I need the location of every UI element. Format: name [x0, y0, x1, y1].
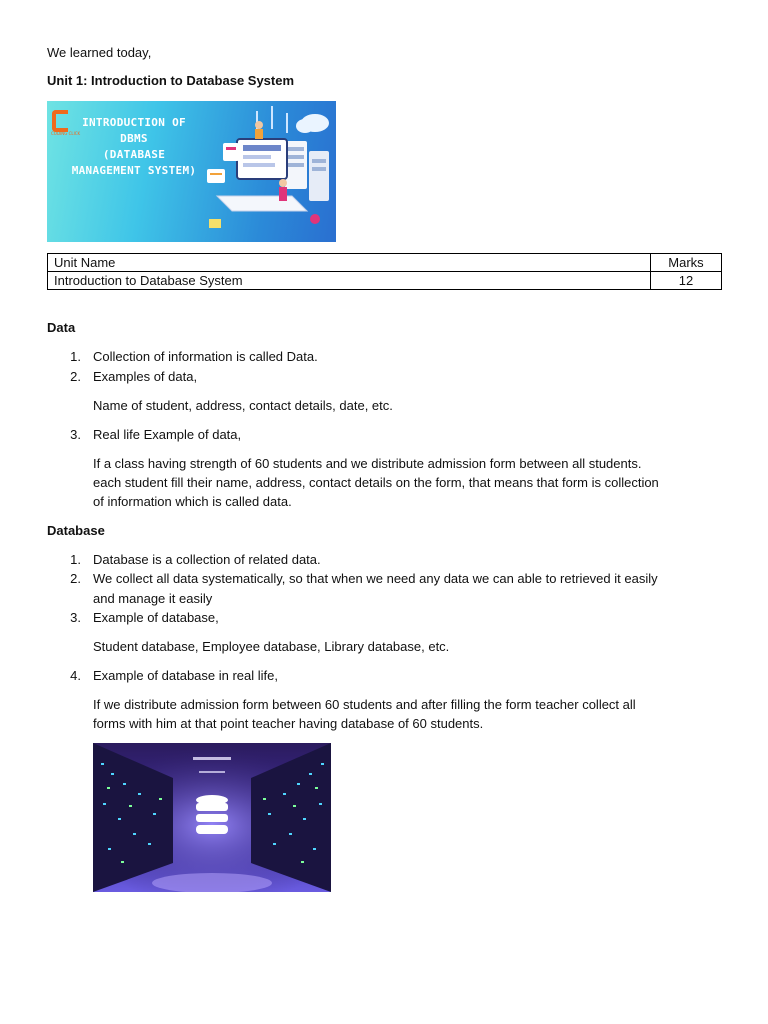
- list-number: 3.: [70, 610, 81, 625]
- database-icon: [196, 795, 228, 834]
- list-item: Example of database in real life,: [93, 668, 278, 683]
- list-number: 1.: [70, 552, 81, 567]
- list-item: Collection of information is called Data.: [93, 349, 318, 364]
- list-number: 4.: [70, 668, 81, 683]
- banner-line-1: INTRODUCTION OF: [82, 116, 186, 129]
- list-number: 1.: [70, 349, 81, 364]
- list-subtext-line: If we distribute admission form between 60 students and after filling the form teacher collect all: [93, 697, 636, 712]
- list-number: 3.: [70, 427, 81, 442]
- list-subtext-line: If a class having strength of 60 students and we distribute admission form between all students.: [93, 456, 642, 471]
- unit-table: [47, 253, 722, 290]
- banner-line-2: DBMS: [120, 132, 148, 145]
- dbms-illustration-icon: [197, 101, 336, 242]
- list-item: Examples of data,: [93, 369, 198, 384]
- list-item: Example of database,: [93, 610, 219, 625]
- list-item: Database is a collection of related data.: [93, 552, 321, 567]
- list-subtext-line: of information which is called data.: [93, 494, 292, 509]
- banner-line-4: MANAGEMENT SYSTEM): [71, 164, 197, 177]
- list-subtext: Student database, Employee database, Library database, etc.: [93, 639, 450, 654]
- list-item-line: We collect all data systematically, so that when we need any data we can able to retrieved it easily: [93, 571, 658, 586]
- list-number: 2.: [70, 369, 81, 384]
- dbms-banner-image: [47, 101, 336, 242]
- list-subtext: Name of student, address, contact details, date, etc.: [93, 398, 393, 413]
- table-cell-unit-name: Introduction to Database System: [48, 272, 651, 290]
- list-subtext-line: forms with him at that point teacher having database of 60 students.: [93, 716, 484, 731]
- table-row: [48, 272, 722, 290]
- table-header-row: [48, 254, 722, 272]
- table-header-unit-name: Unit Name: [48, 254, 651, 272]
- list-subtext-line: each student fill their name, address, contact details on the form, that means that form is collection: [93, 475, 659, 490]
- unit-heading: Unit 1: Introduction to Database System: [47, 73, 295, 88]
- server-room-image: [93, 743, 331, 892]
- table-header-marks: Marks: [651, 254, 722, 272]
- banner-line-3: (DATABASE: [102, 148, 166, 161]
- banner-title: [59, 115, 209, 179]
- logo-text: CODING CLICK: [51, 131, 81, 136]
- server-room-illustration-icon: [93, 743, 331, 892]
- table-cell-marks: 12: [651, 272, 722, 290]
- list-number: 2.: [70, 571, 81, 586]
- list-item-line: and manage it easily: [93, 591, 213, 606]
- data-heading: Data: [47, 320, 76, 335]
- intro-text: We learned today,: [47, 45, 152, 60]
- database-heading: Database: [47, 523, 105, 538]
- list-item: Real life Example of data,: [93, 427, 242, 442]
